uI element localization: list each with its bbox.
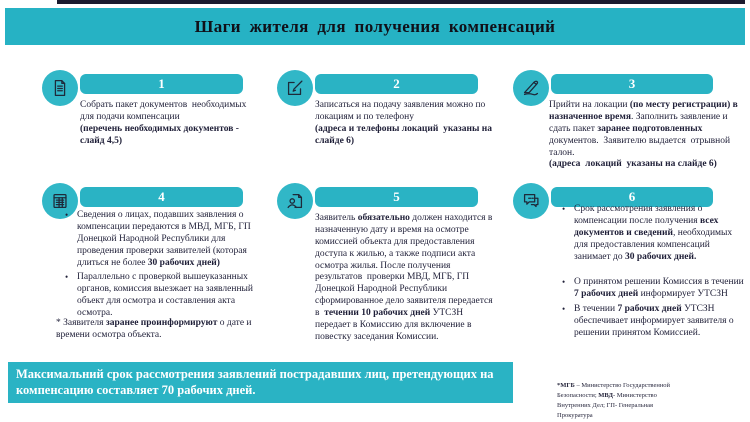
step-4-number: 4: [158, 189, 165, 204]
edit-icon: [277, 70, 313, 106]
top-accent-bar: [57, 0, 745, 4]
writing-hand-icon: [513, 70, 549, 106]
title-bar: [5, 8, 745, 45]
step-5-number: 5: [393, 189, 400, 204]
deadline-banner-text: Максимальний срок рассмотрения заявлений пострадавших лиц, претендующих на компенсацию составляет 70 рабочих дней.: [16, 367, 494, 398]
step-4-note: * Заявителя заранее проинформируют о дате и времени осмотра объекта.: [56, 318, 254, 340]
document-icon: [42, 70, 78, 106]
person-document-icon: [277, 183, 313, 219]
footnote: *МГБ – Министерство Государственной Безопасности; МВД- Министерство Внутренних Дел; ГП- Генеральная Прокуратура: [557, 382, 671, 420]
step-2-text: Записаться на подачу заявления можно по локациям и по телефону (адреса и телефоны локаций указаны на слайде 6): [315, 100, 495, 146]
step-5-number-bar: [315, 187, 478, 207]
step-2-number-bar: [315, 74, 478, 94]
chat-bubbles-icon: [513, 183, 549, 219]
step-1-number: 1: [158, 76, 165, 91]
deadline-banner: [8, 362, 513, 403]
step-4-bullet-list: • Сведения о лицах, подавших заявления о компенсации передаются в МВД, МГБ, ГП Донецкой Народной Республики для проведения проверки заявителей (которая длиться не более 30 рабочих дней) • Параллельно с проверкой вышеуказанных органов, комиссия выезжает на заявленный объект для осмотра и составления акта осмотра.: [62, 210, 270, 323]
step-3-text: Прийти на локации (по месту регистрации) в назначенное время. Заполнить заявление и сдать пакет заранее подготовленных документов. Заявителю выдается отрывной талон. (адреса локаций указаны на слайде 6): [549, 100, 741, 170]
step-3-number: 3: [628, 76, 636, 91]
page-title: Шаги жителя для получения компенсаций: [194, 16, 556, 36]
step-6-number: 6: [628, 189, 636, 204]
step-3-number-bar: [551, 74, 713, 94]
step-6-bullet-list: • Срок рассмотрения заявления о компенсации после получения всех документов и сведений, необходимых для предоставления компенсаций занимает до 30 рабочих дней. • О принятом решении Комиссия в течении 7 рабочих дней информирует УТСЗН • В течении 7 рабочих дней УТСЗН обеспечивает информирует заявителя о решении принятом Комиссией.: [559, 204, 747, 343]
step-5-text: Заявитель обязательно должен находится в назначенную дату и время на осмотре комиссией объекта для предоставления доступа к жилью, а также подписи акта осмотра жилья. После получения результатов проверки МВД, МГБ, ГП Донецкой Народной Республики сформированное дело заявителя передается в течении 10 рабочих дней УТСЗН передает в Комиссию для включение в повестку заседания Комиссии.: [315, 213, 495, 342]
step-1-text: Собрать пакет документов необходимых для подачи компенсации (перечень необходимых документов - слайд 4,5): [80, 100, 247, 146]
step-1-number-bar: [80, 74, 243, 94]
step-2-number: 2: [393, 76, 400, 91]
step-4-number-bar: [80, 187, 243, 207]
